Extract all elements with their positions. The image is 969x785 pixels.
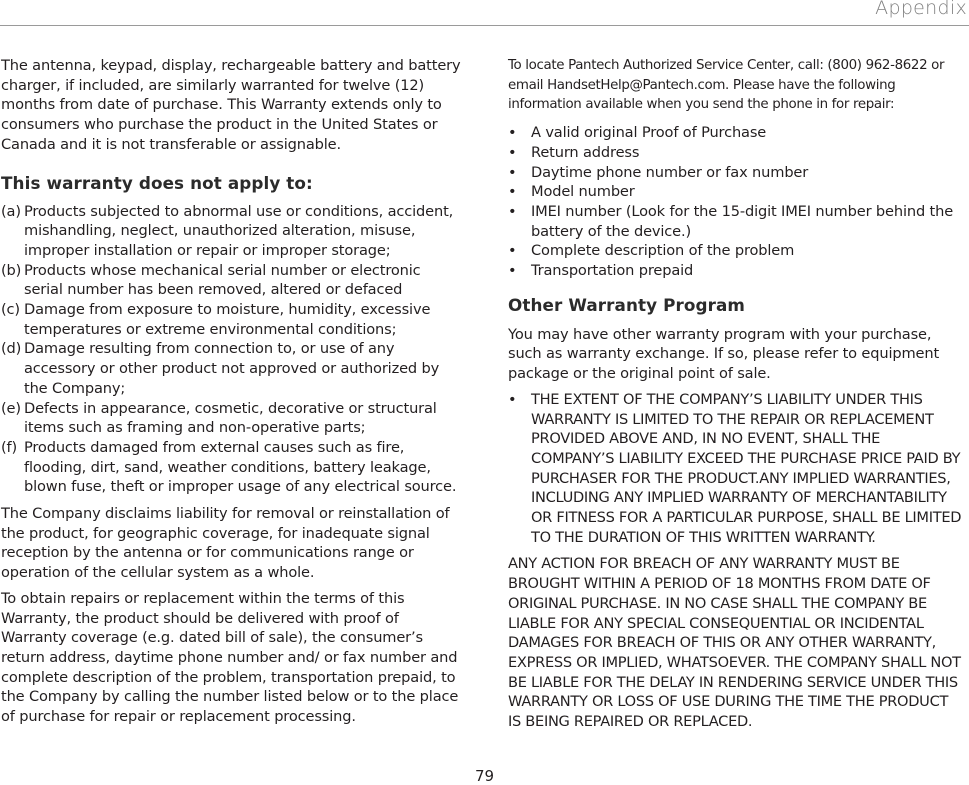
list-item-text: Damage from exposure to moisture, humidity, excessive temperatures or extreme environmental conditions; <box>24 301 431 338</box>
header-divider <box>0 25 969 26</box>
list-item-text: Products damaged from external causes such as fire, flooding, dirt, sand, weather conditions, battery leakage, blown fuse, theft or improper usage of any electrical source. <box>24 438 457 496</box>
bullet-icon: • <box>508 124 517 142</box>
list-item <box>508 182 964 202</box>
list-item <box>1 339 463 398</box>
other-warranty-heading: Other Warranty Program <box>508 294 745 315</box>
bullet-icon: • <box>508 143 517 161</box>
list-item <box>1 300 463 339</box>
bullet-icon: • <box>508 390 517 408</box>
list-item <box>508 202 964 241</box>
exclusions-list <box>1 202 463 498</box>
disclaimer-paragraph: The Company disclaims liability for removal or reinstallation of the product, for geographic coverage, for inadequate signal reception by the antenna or for communications range or operation of the cellular system as a whole. <box>1 505 450 582</box>
page-number: 79 <box>474 767 495 785</box>
list-item-text: Complete description of the problem <box>531 242 795 260</box>
liability-list <box>508 390 964 548</box>
list-item-tag: (d) <box>1 340 22 358</box>
list-item <box>508 123 964 143</box>
list-item-text: Model number <box>531 183 635 201</box>
bullet-icon: • <box>508 242 517 260</box>
list-item <box>508 163 964 183</box>
list-item <box>508 241 964 261</box>
action-paragraph: ANY ACTION FOR BREACH OF ANY WARRANTY MUST BE BROUGHT WITHIN A PERIOD OF 18 MONTHS FROM DATE OF ORIGINAL PURCHASE. IN NO CASE SHALL THE COMPANY BE LIABLE FOR ANY SPECIAL CONSEQUENTIAL OR INCIDENTAL DAMAGES FOR BREACH OF THIS OR ANY OTHER WARRANTY, EXPRESS OR IMPLIED, WHATSOEVER. THE COMPANY SHALL NOT BE LIABLE FOR THE DELAY IN RENDERING SERVICE UNDER THIS WARRANTY OR LOSS OF USE DURING THE TIME THE PRODUCT IS BEING REPAIRED OR REPLACED. <box>508 555 961 731</box>
list-item-tag: (a) <box>1 202 21 220</box>
list-item-text: Return address <box>531 143 640 161</box>
list-item-tag: (e) <box>1 399 21 417</box>
list-item-text: Products subjected to abnormal use or conditions, accident, mishandling, neglect, unauthorized alteration, misuse, improper installation or repair or improper storage; <box>24 202 454 259</box>
list-item-text: Daytime phone number or fax number <box>531 163 809 181</box>
bullet-icon: • <box>508 163 517 181</box>
list-item-tag: (c) <box>1 301 20 319</box>
list-item-text: Defects in appearance, cosmetic, decorative or structural items such as framing and non-operative parts; <box>24 399 437 437</box>
list-item-tag: (f) <box>1 438 18 456</box>
list-item-text: Damage resulting from connection to, or use of any accessory or other product not approved or authorized by the Company; <box>24 340 440 397</box>
list-item-text: IMEI number (Look for the 15-digit IMEI number behind the battery of the device.) <box>531 202 954 240</box>
bullet-icon: • <box>508 202 517 220</box>
list-item <box>1 202 463 261</box>
section-title: Appendix <box>875 0 967 19</box>
bullet-icon: • <box>508 183 517 201</box>
list-item <box>1 261 463 300</box>
bullet-icon: • <box>508 262 517 280</box>
repairs-paragraph: To obtain repairs or replacement within the terms of this Warranty, the product should be delivered with proof of Warranty coverage (e.g. dated bill of sale), the consumer’s return address, daytime phone number and/ or fax number and complete description of the problem, transportation prepaid, to the Company by calling the number listed below or to the place of purchase for repair or replacement processing. <box>1 589 459 726</box>
exclusions-heading: This warranty does not apply to: <box>1 172 313 193</box>
list-item <box>508 261 964 281</box>
requirements-list <box>508 123 964 281</box>
service-center-paragraph: To locate Pantech Authorized Service Center, call: (800) 962-8622 or email HandsetHelp@Pantech.com. Please have the following information available when you send the phone in for repair: <box>508 58 945 113</box>
list-item <box>508 390 964 548</box>
list-item <box>1 438 463 497</box>
list-item <box>1 399 463 438</box>
list-item <box>508 143 964 163</box>
list-item-text: A valid original Proof of Purchase <box>531 124 767 142</box>
left-column <box>1 56 463 727</box>
list-item-tag: (b) <box>1 261 22 279</box>
list-item-text: Products whose mechanical serial number or electronic serial number has been removed, altered or defaced <box>24 261 421 299</box>
intro-paragraph: The antenna, keypad, display, rechargeable battery and battery charger, if included, are similarly warranted for twelve (12) months from date of purchase. This Warranty extends only to consumers who purchase the product in the United States or Canada and it is not transferable or assignable. <box>1 57 461 153</box>
list-item-text: THE EXTENT OF THE COMPANY’S LIABILITY UNDER THIS WARRANTY IS LIMITED TO THE REPAIR OR REPLACEMENT PROVIDED ABOVE AND, IN NO EVENT, SHALL THE COMPANY’S LIABILITY EXCEED THE PURCHASE PRICE PAID BY PURCHASER FOR THE PRODUCT.ANY IMPLIED WARRANTIES, INCLUDING ANY IMPLIED WARRANTY OF MERCHANTABILITY OR FITNESS FOR A PARTICULAR PURPOSE, SHALL BE LIMITED TO THE DURATION OF THIS WRITTEN WARRANTY. <box>531 390 962 546</box>
list-item-text: Transportation prepaid <box>531 262 694 280</box>
other-warranty-paragraph: You may have other warranty program with your purchase, such as warranty exchange. If so, please refer to equipment package or the original point of sale. <box>508 325 940 383</box>
right-column <box>508 56 964 732</box>
